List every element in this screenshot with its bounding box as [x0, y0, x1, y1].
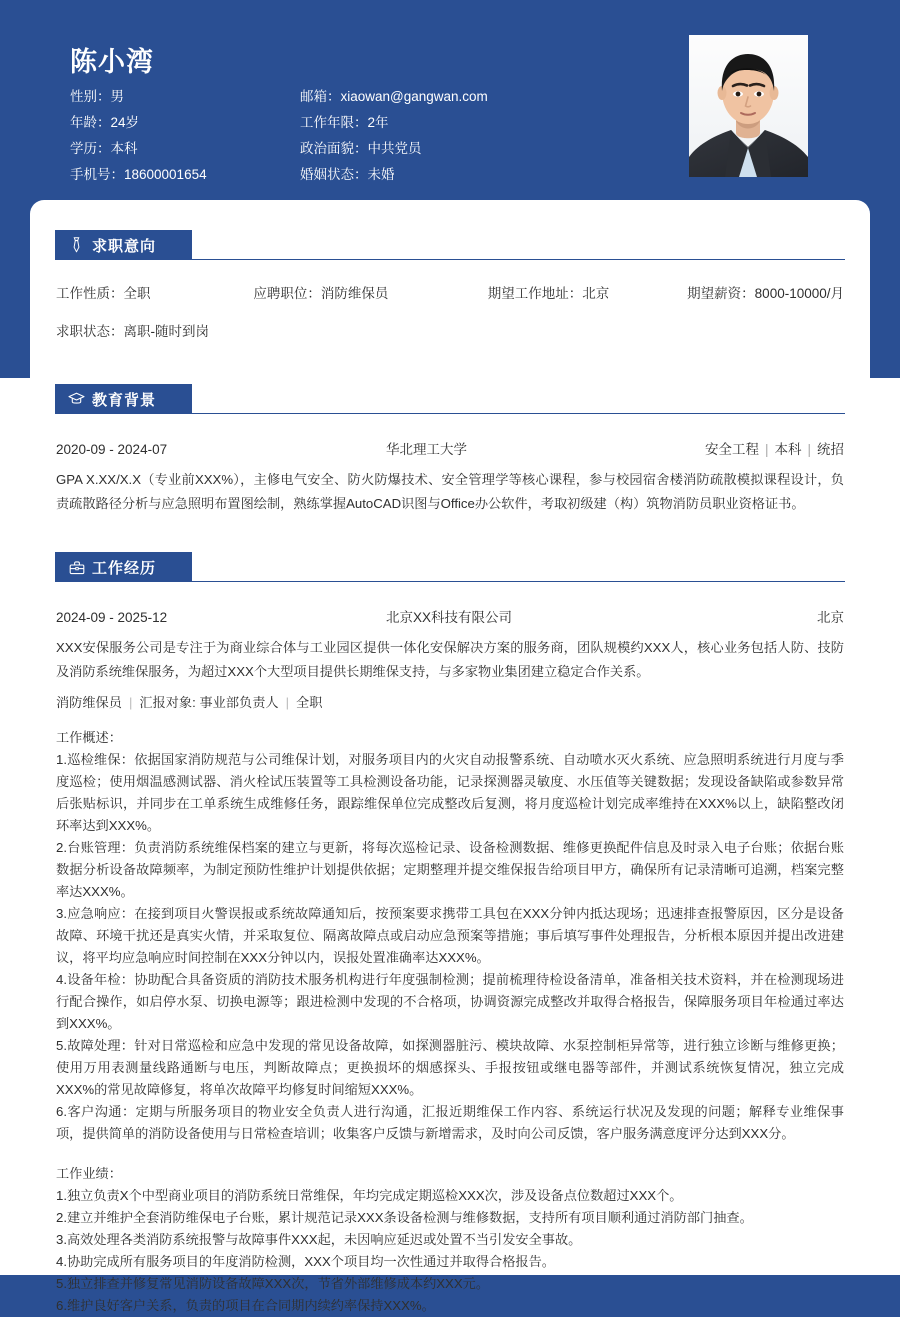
necktie-icon — [68, 237, 85, 254]
work-achievement-title: 工作业绩： — [56, 1166, 122, 1181]
info-marital-label: 婚姻状态： — [300, 167, 368, 182]
intent-status-label: 求职状态： — [56, 324, 124, 339]
section-header-work-experience — [0, 552, 900, 582]
info-row — [70, 82, 650, 108]
info-experience — [300, 111, 389, 131]
info-phone-value: 18600001654 — [124, 167, 207, 182]
section-job-intent — [0, 230, 900, 340]
list-item: 6.客户沟通：定期与所服务项目的物业安全负责人进行沟通，汇报近期维保工作内容、系统运行状况及发现的问题；解释专业维保事项，提供简单的消防设备使用与日常检查培训；收集客户反馈与新增需求，及时向公司反馈，客户服务满意度评分达到XXX分。 — [56, 1104, 844, 1141]
info-age-label: 年龄： — [70, 115, 111, 130]
resume-content — [0, 200, 900, 1317]
education-entry-header — [56, 438, 844, 458]
work-role-line — [56, 692, 844, 711]
info-phone-label: 手机号： — [70, 167, 124, 182]
candidate-info-grid — [70, 82, 650, 186]
info-gender-value: 男 — [110, 89, 124, 104]
intent-job-nature-label: 工作性质： — [56, 286, 124, 301]
info-political-label: 政治面貌： — [300, 141, 368, 156]
section-title-work-experience: 工作经历 — [92, 559, 157, 577]
meta-divider: | — [285, 695, 290, 710]
education-date: 2020-09 - 2024-07 — [56, 442, 168, 457]
info-email-label: 邮箱： — [300, 89, 341, 104]
info-row — [70, 108, 650, 134]
briefcase-icon — [68, 559, 85, 576]
list-item: 4.协助完成所有服务项目的年度消防检测，XXX个项目均一次性通过并取得合格报告。 — [56, 1254, 555, 1269]
intent-position-value: 消防维保员 — [320, 286, 389, 301]
info-political-value: 中共党员 — [367, 141, 422, 156]
education-description: GPA X.XX/X.X（专业前XXX%），主修电气安全、防火防爆技术、安全管理学等核心课程，参与校园宿舍楼消防疏散模拟课程设计，负责疏散路径分析与应急照明布置图绘制，熟练掌握AutoCAD识图与Office办公软件，考取初级建（构）筑物消防员职业资格证书。 — [56, 472, 844, 511]
education-major: 安全工程 — [704, 442, 759, 457]
intent-status-value: 离职-随时到岗 — [123, 324, 209, 339]
section-header-education — [0, 384, 900, 414]
intent-location-value: 北京 — [582, 286, 610, 301]
info-experience-label: 工作年限： — [300, 115, 368, 130]
intent-job-nature — [56, 282, 253, 302]
list-item: 2.台账管理：负责消防系统维保档案的建立与更新，将每次巡检记录、设备检测数据、维修更换配件信息及时录入电子台账；依据台账数据分析设备故障频率，为制定预防性维护计划提供依据；定期整理并提交维保报告给项目甲方，确保所有记录清晰可追溯，档案完整率达XXX%。 — [56, 840, 844, 899]
work-date: 2024-09 - 2025-12 — [56, 610, 168, 625]
list-item: 3.高效处理各类消防系统报警与故障事件XXX起，未因响应延迟或处置不当引发安全事故。 — [56, 1232, 582, 1247]
intent-position — [253, 282, 487, 302]
list-item: 5.故障处理：针对日常巡检和应急中发现的常见设备故障，如探测器脏污、模块故障、水泵控制柜异常等，进行独立诊断与维修更换；使用万用表测量线路通断与电压，判断故障点；更换损坏的烟感探头、手报按钮或继电器等部件，并测试系统恢复情况，独立完成XXX%的常见故障修复，将单次故障平均修复时间缩短XXX%。 — [56, 1038, 844, 1097]
info-email — [300, 85, 488, 105]
meta-divider: | — [128, 695, 133, 710]
avatar — [689, 35, 808, 177]
work-company: 北京XX科技有限公司 — [386, 610, 513, 625]
info-phone — [70, 163, 300, 183]
intent-status — [56, 320, 209, 340]
info-age — [70, 111, 300, 131]
work-company-intro: XXX安保服务公司是专注于为商业综合体与工业园区提供一体化安保解决方案的服务商，团队规模约XXX人，核心业务包括人防、技防及消防系统维保服务，为超过XXX个大型项目提供长期维保支持，与多家物业集团建立稳定合作关系。 — [56, 640, 844, 679]
info-education — [70, 137, 300, 157]
intent-job-nature-value: 全职 — [123, 286, 151, 301]
section-education — [0, 384, 900, 516]
info-email-value: xiaowan@gangwan.com — [340, 89, 488, 104]
meta-divider: | — [807, 442, 811, 457]
list-item: 6.维护良好客户关系，负责的项目在合同期内续约率保持XXX%。 — [56, 1298, 435, 1313]
graduation-cap-icon — [68, 391, 85, 408]
info-experience-value: 2年 — [367, 115, 389, 130]
info-education-label: 学历： — [70, 141, 111, 156]
resume-header-banner — [0, 0, 900, 200]
education-degree: 本科 — [774, 442, 802, 457]
section-title-job-intent: 求职意向 — [92, 237, 157, 255]
info-age-value: 24岁 — [110, 115, 140, 130]
work-entry-header — [56, 606, 844, 626]
list-item: 1.巡检维保：依据国家消防规范与公司维保计划，对服务项目内的火灾自动报警系统、自动喷水灭火系统、应急照明系统进行月度与季度巡检；使用烟温感测试器、消火栓试压装置等工具检测设备功能，记录探测器灵敏度、水压值等关键数据；发现设备缺陷或参数异常后张贴标识，并同步在工单系统生成维修任务，跟踪维保单位完成整改后复测，将月度巡检计划完成率维持在XXX%以上，缺陷整改闭环率达到XXX%。 — [56, 752, 844, 833]
education-school: 华北理工大学 — [386, 442, 467, 457]
section-tag-work-experience — [55, 552, 192, 582]
section-tag-education — [55, 384, 192, 414]
education-meta — [705, 438, 844, 458]
list-item: 3.应急响应：在接到项目火警误报或系统故障通知后，按预案要求携带工具包在XXX分钟内抵达现场；迅速排查报警原因，区分是设备故障、环境干扰还是真实火情，并采取复位、隔离故障点或启动应急预案等措施；事后填写事件处理报告，分析根本原因并提出改进建议，将平均应急响应时间控制在XXX分钟以内，误报处置准确率达XXX%。 — [56, 906, 844, 965]
info-row — [70, 160, 650, 186]
work-report-to: 汇报对象: 事业部负责人 — [139, 695, 279, 710]
list-item: 4.设备年检：协助配合具备资质的消防技术服务机构进行年度强制检测；提前梳理待检设备清单，准备相关技术资料，并在检测现场进行配合操作，如启停水泵、切换电源等；跟进检测中发现的不合格项，协调资源完成整改并取得合格报告，保障服务项目年检通过率达到XXX%。 — [56, 972, 844, 1031]
section-body-job-intent — [0, 282, 900, 340]
candidate-name: 陈小湾 — [70, 47, 154, 77]
portrait-photo-icon — [689, 35, 808, 177]
section-body-work-experience — [0, 606, 900, 1317]
info-row — [70, 134, 650, 160]
list-item: 1.独立负责X个中型商业项目的消防系统日常维保，年均完成定期巡检XXX次，涉及设备点位数超过XXX个。 — [56, 1188, 683, 1203]
education-admission: 统招 — [817, 442, 844, 457]
info-education-value: 本科 — [110, 141, 138, 156]
list-item: 2.建立并维护全套消防维保电子台账，累计规范记录XXX条设备检测与维修数据，支持所有项目顺利通过消防部门抽查。 — [56, 1210, 753, 1225]
intent-row-1 — [56, 282, 844, 302]
meta-divider: | — [764, 442, 769, 457]
section-body-education — [0, 438, 900, 516]
info-political — [300, 137, 422, 157]
intent-salary-value: 8000-10000/月 — [754, 286, 844, 301]
intent-salary — [687, 282, 844, 302]
work-overview-list — [56, 749, 844, 1145]
section-tag-job-intent — [55, 230, 192, 260]
section-work-experience — [0, 552, 900, 1317]
info-marital-value: 未婚 — [367, 167, 395, 182]
work-overview-title: 工作概述： — [56, 730, 122, 745]
intent-location-label: 期望工作地址： — [487, 286, 583, 301]
work-job-type: 全职 — [296, 695, 323, 710]
list-item: 5.独立排查并修复常见消防设备故障XXX次，节省外部维修成本约XXX元。 — [56, 1276, 490, 1291]
intent-row-2 — [56, 320, 844, 340]
intent-salary-label: 期望薪资： — [687, 286, 755, 301]
info-gender — [70, 85, 300, 105]
work-achievement-list — [56, 1185, 844, 1317]
info-marital — [300, 163, 395, 183]
section-header-job-intent — [0, 230, 900, 260]
info-gender-label: 性别： — [70, 89, 111, 104]
work-position: 消防维保员 — [56, 695, 122, 710]
intent-location — [488, 282, 687, 302]
work-location: 北京 — [817, 610, 844, 625]
section-title-education: 教育背景 — [92, 391, 157, 409]
intent-position-label: 应聘职位： — [253, 286, 321, 301]
